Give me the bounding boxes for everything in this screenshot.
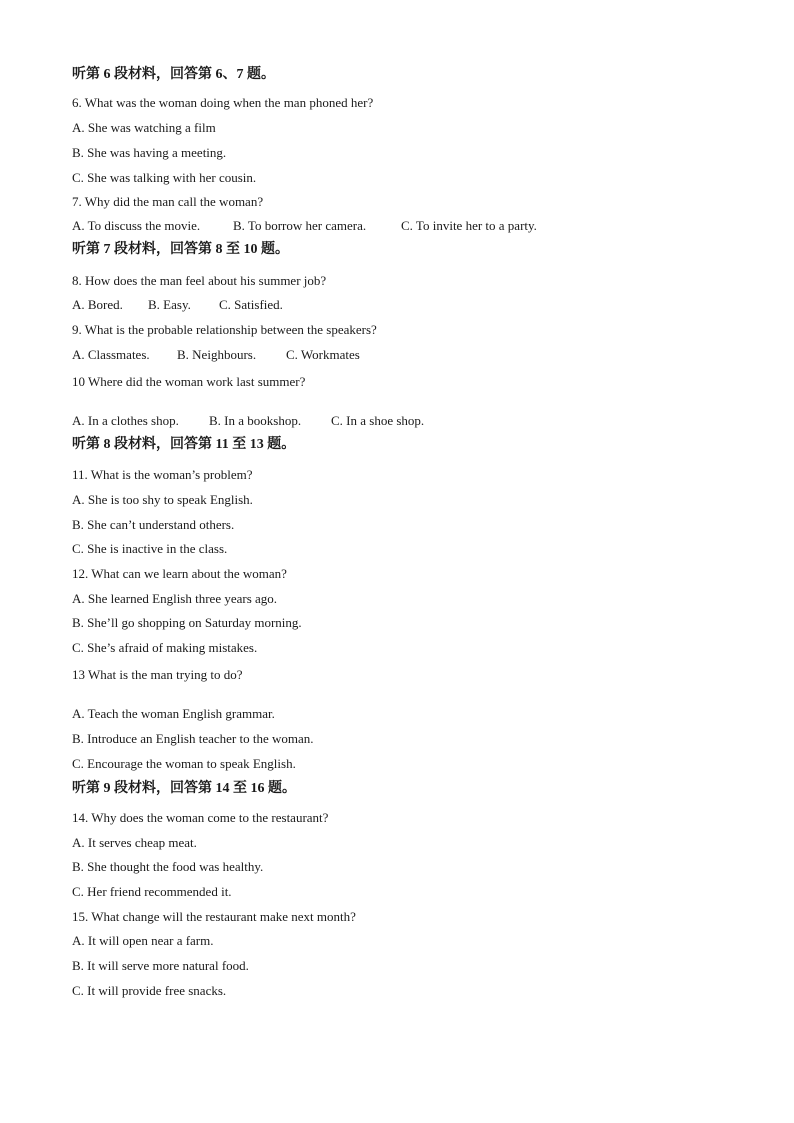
option-text: C. Encourage the woman to speak English. <box>72 756 296 771</box>
section-heading: 听第 7 段材料，回答第 8 至 10 题。 <box>72 242 289 257</box>
options-row <box>72 347 360 363</box>
question-text: 10 Where did the woman work last summer? <box>72 374 306 389</box>
option-text: A. She is too shy to speak English. <box>72 492 253 507</box>
question-text: 8. How does the man feel about his summer job? <box>72 273 327 288</box>
section-heading: 听第 8 段材料，回答第 11 至 13 题。 <box>72 437 296 452</box>
option-text: B. She was having a meeting. <box>72 145 227 160</box>
option-text: B. She can’t understand others. <box>72 517 235 532</box>
option-text: C. Her friend recommended it. <box>72 884 232 899</box>
option-text: C. Satisfied. <box>219 297 283 312</box>
option-text: A. In a clothes shop. <box>72 413 179 428</box>
option-text: B. She thought the food was healthy. <box>72 859 264 874</box>
question-text: 14. Why does the woman come to the restaurant? <box>72 810 329 825</box>
option-text: C. She is inactive in the class. <box>72 541 228 556</box>
option-text: B. Easy. <box>148 297 191 312</box>
option-text: A. She learned English three years ago. <box>72 591 278 606</box>
option-text: C. Workmates <box>286 347 360 362</box>
option-text: C. In a shoe shop. <box>331 413 425 428</box>
option-text: B. It will serve more natural food. <box>72 958 249 973</box>
question-text: 6. What was the woman doing when the man phoned her? <box>72 95 374 110</box>
question-text: 9. What is the probable relationship between the speakers? <box>72 322 377 337</box>
option-text: A. It will open near a farm. <box>72 933 214 948</box>
option-text: A. It serves cheap meat. <box>72 835 197 850</box>
option-text: A. She was watching a film <box>72 120 216 135</box>
options-row <box>72 297 283 313</box>
question-text: 15. What change will the restaurant make next month? <box>72 909 356 924</box>
option-text: A. To discuss the movie. <box>72 218 201 233</box>
option-text: B. To borrow her camera. <box>233 218 367 233</box>
options-row <box>72 413 424 429</box>
option-text: A. Teach the woman English grammar. <box>72 706 275 721</box>
option-text: B. In a bookshop. <box>209 413 302 428</box>
section-heading: 听第 6 段材料，回答第 6、7 题。 <box>72 67 275 82</box>
option-text: A. Bored. <box>72 297 123 312</box>
question-text: 12. What can we learn about the woman? <box>72 566 287 581</box>
option-text: C. To invite her to a party. <box>401 218 537 233</box>
question-text: 7. Why did the man call the woman? <box>72 194 264 209</box>
option-text: B. Introduce an English teacher to the woman. <box>72 731 314 746</box>
option-text: B. Neighbours. <box>177 347 257 362</box>
option-text: B. She’ll go shopping on Saturday morning. <box>72 615 302 630</box>
question-text: 11. What is the woman’s problem? <box>72 467 253 482</box>
option-text: C. She’s afraid of making mistakes. <box>72 640 258 655</box>
option-text: C. She was talking with her cousin. <box>72 170 257 185</box>
question-text: 13 What is the man trying to do? <box>72 667 243 682</box>
option-text: C. It will provide free snacks. <box>72 983 227 998</box>
section-heading: 听第 9 段材料，回答第 14 至 16 题。 <box>72 781 296 796</box>
option-text: A. Classmates. <box>72 347 150 362</box>
options-row <box>72 218 537 234</box>
